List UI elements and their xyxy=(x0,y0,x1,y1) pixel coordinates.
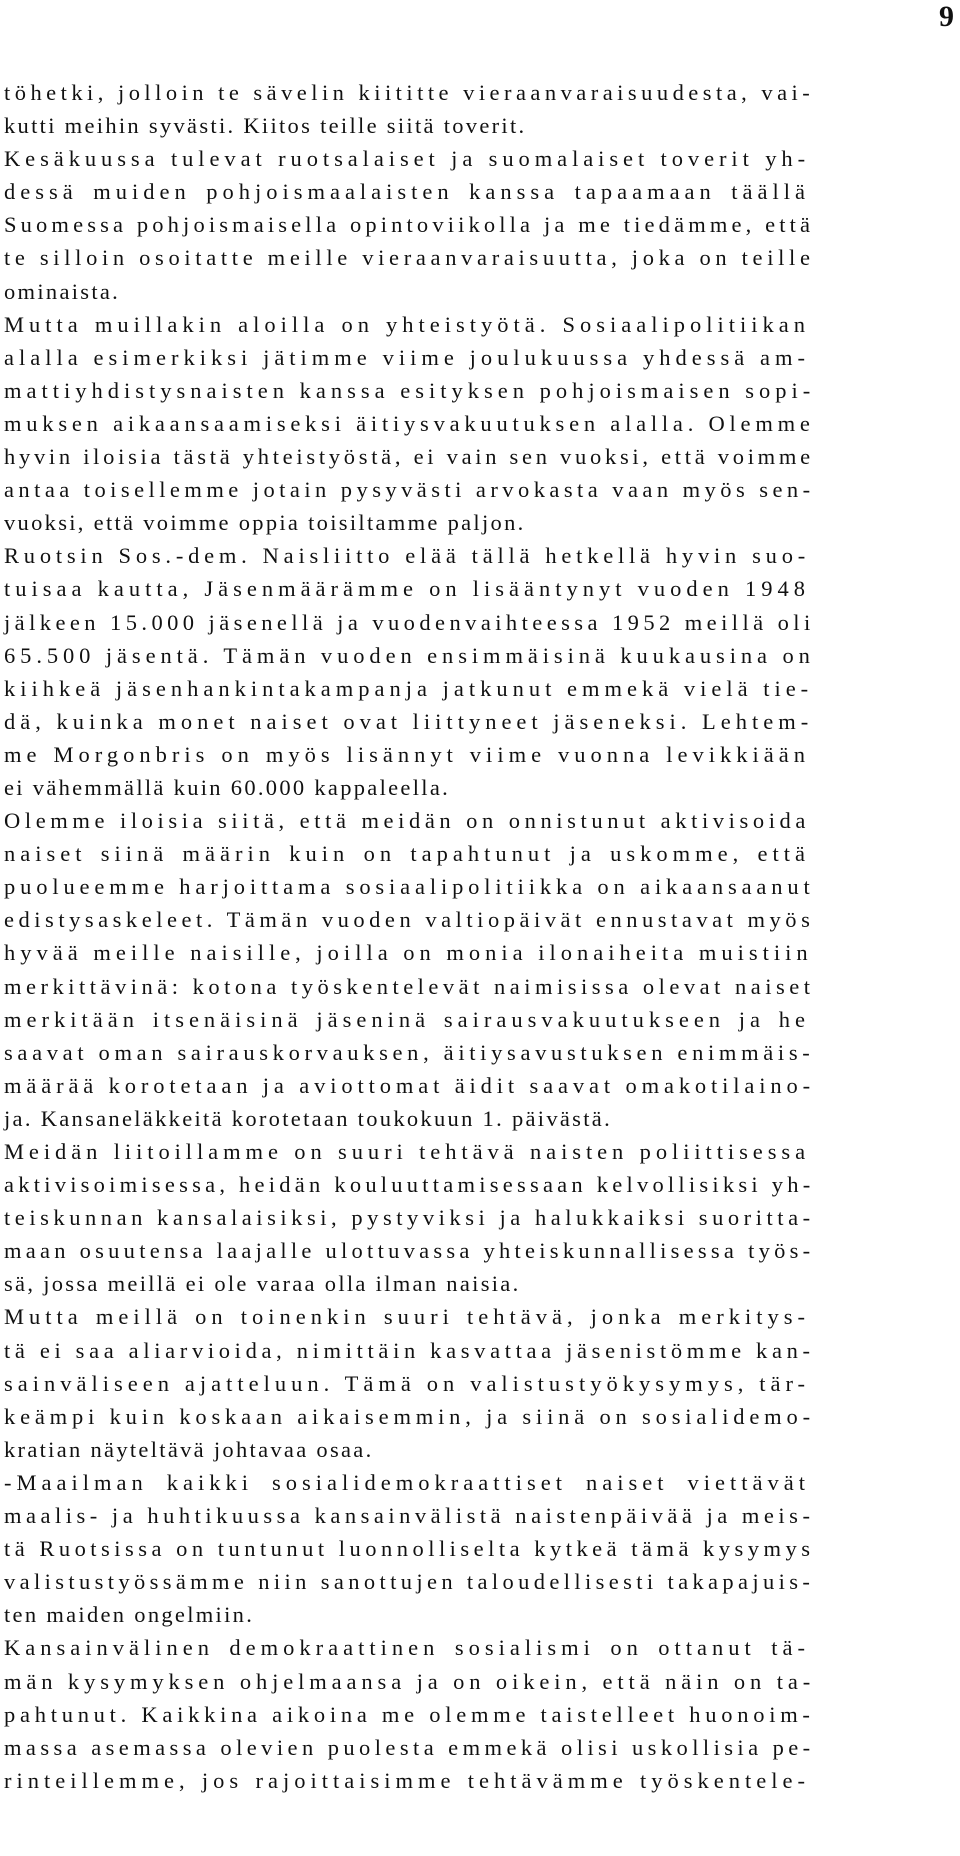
text-line: ten maiden ongelmiin. xyxy=(4,1602,255,1628)
text-line: tuisaa kautta, Jäsenmäärämme on lisääntynyt vuoden 1948 xyxy=(4,576,810,602)
text-line: Mutta meillä on toinenkin suuri tehtävä, jonka merkitys- xyxy=(4,1304,810,1330)
text-line: ja. Kansaneläkkeitä korotetaan toukokuun 1. päivästä. xyxy=(4,1105,612,1131)
text-line: massa asemassa olevien puolesta emmekä olisi uskollisia pe- xyxy=(4,1734,815,1760)
text-line: teiskunnan kansalaisiksi, pystyviksi ja halukkaiksi suoritta- xyxy=(4,1205,815,1231)
text-line: hyvää meille naisille, joilla on monia ilonaiheita muistiin xyxy=(4,940,813,966)
text-line: Suomessa pohjoismaisella opintoviikolla ja me tiedämme, että xyxy=(4,212,815,238)
text-line: kutti meihin syvästi. Kiitos teille siitä toverit. xyxy=(4,113,527,139)
text-line: me Morgonbris on myös lisännyt viime vuonna levikkiään xyxy=(4,741,810,767)
text-line: maan osuutensa laajalle ulottuvassa yhteiskunnallisessa työs- xyxy=(4,1238,815,1264)
text-line: te silloin osoitatte meille vieraanvaraisuutta, joka on teille xyxy=(4,245,815,271)
text-line: aktivisoimisessa, heidän kouluuttamisessaan kelvollisiksi yh- xyxy=(4,1172,815,1198)
page-number: 9 xyxy=(939,0,954,33)
text-line: maalis- ja huhtikuussa kansainvälistä naistenpäivää ja meis- xyxy=(4,1503,815,1529)
text-line: saavat oman sairauskorvauksen, äitiysavustuksen enimmäis- xyxy=(4,1039,815,1065)
text-line: keämpi kuin koskaan aikaisemmin, ja siinä on sosialidemo- xyxy=(4,1403,815,1429)
text-line: tä Ruotsissa on tuntunut luonnolliselta kytkeä tämä kysymys xyxy=(4,1536,815,1562)
text-line: valistustyössämme niin sanottujen taloudellisesti takapajuis- xyxy=(4,1569,815,1595)
text-line: muksen aikaansaamiseksi äitiysvakuutuksen alalla. Olemme xyxy=(4,410,815,436)
text-line: naiset siinä määrin kuin on tapahtunut ja uskomme, että xyxy=(4,841,810,867)
text-line: män kysymyksen ohjelmaansa ja on oikein, että näin on ta- xyxy=(4,1668,816,1694)
text-line: puolueemme harjoittama sosiaalipolitiikka on aikaansaanut xyxy=(4,874,815,900)
text-line: ominaista. xyxy=(4,278,121,304)
text-line: edistysaskeleet. Tämän vuoden valtiopäivät ennustavat myös xyxy=(4,907,815,933)
text-line: Olemme iloisia siitä, että meidän on onnistunut aktivisoida xyxy=(4,808,810,834)
text-line: 65.500 jäsentä. Tämän vuoden ensimmäisinä kuukausina on xyxy=(4,642,815,668)
text-line: antaa toisellemme jotain pysyvästi arvokasta vaan myös sen- xyxy=(4,477,815,503)
article-body xyxy=(4,76,816,1797)
text-line: ei vähemmällä kuin 60.000 kappaleella. xyxy=(4,774,451,800)
text-line: rinteillemme, jos rajoittaisimme tehtävämme työskentele- xyxy=(4,1767,810,1793)
text-line: Kesäkuussa tulevat ruotsalaiset ja suomalaiset toverit yh- xyxy=(4,146,810,172)
text-line: kratian näyteltävä johtavaa osaa. xyxy=(4,1436,374,1462)
text-line: kiihkeä jäsenhankintakampanja jatkunut emmekä vielä tie- xyxy=(4,675,814,701)
text-line: määrää korotetaan ja aviottomat äidit saavat omakotilaino- xyxy=(4,1072,816,1098)
text-line: Ruotsin Sos.-dem. Naisliitto elää tällä hetkellä hyvin suo- xyxy=(4,543,810,569)
text-line: jälkeen 15.000 jäsenellä ja vuodenvaihteessa 1952 meillä oli xyxy=(4,609,815,635)
text-line: dessä muiden pohjoismaalaisten kanssa tapaamaan täällä xyxy=(4,179,810,205)
text-line: alalla esimerkiksi jätimme viime joulukuussa yhdessä am- xyxy=(4,344,810,370)
text-line: -Maailman kaikki sosialidemokraattiset naiset viettävät xyxy=(4,1469,810,1495)
text-line: sä, jossa meillä ei ole varaa olla ilman naisia. xyxy=(4,1271,521,1297)
text-line: mattiyhdistysnaisten kanssa esityksen pohjoismaisen sopi- xyxy=(4,377,816,403)
text-line: hyvin iloisia tästä yhteistyöstä, ei vain sen vuoksi, että voimme xyxy=(4,444,814,470)
text-line: merkitään itsenäisinä jäseninä sairausvakuutukseen ja he xyxy=(4,1006,810,1032)
text-line: Mutta muillakin aloilla on yhteistyötä. Sosiaalipolitiikan xyxy=(4,311,810,337)
text-line: tä ei saa aliarvioida, nimittäin kasvattaa jäsenistömme kan- xyxy=(4,1337,815,1363)
text-line: vuoksi, että voimme oppia toisiltamme paljon. xyxy=(4,510,526,536)
text-line: merkittävinä: kotona työskentelevät naimisissa olevat naiset xyxy=(4,973,815,999)
text-line: töhetki, jolloin te sävelin kiititte vieraanvaraisuudesta, vai- xyxy=(4,80,815,105)
text-line: pahtunut. Kaikkina aikoina me olemme taistelleet huonoim- xyxy=(4,1701,815,1727)
text-line: sainväliseen ajatteluun. Tämä on valistustyökysymys, tär- xyxy=(4,1370,810,1396)
text-line: Meidän liitoillamme on suuri tehtävä naisten poliittisessa xyxy=(4,1139,810,1164)
text-line: Kansainvälinen demokraattinen sosialismi on ottanut tä- xyxy=(4,1635,810,1661)
text-line: dä, kuinka monet naiset ovat liittyneet jäseneksi. Lehtem- xyxy=(4,708,814,734)
